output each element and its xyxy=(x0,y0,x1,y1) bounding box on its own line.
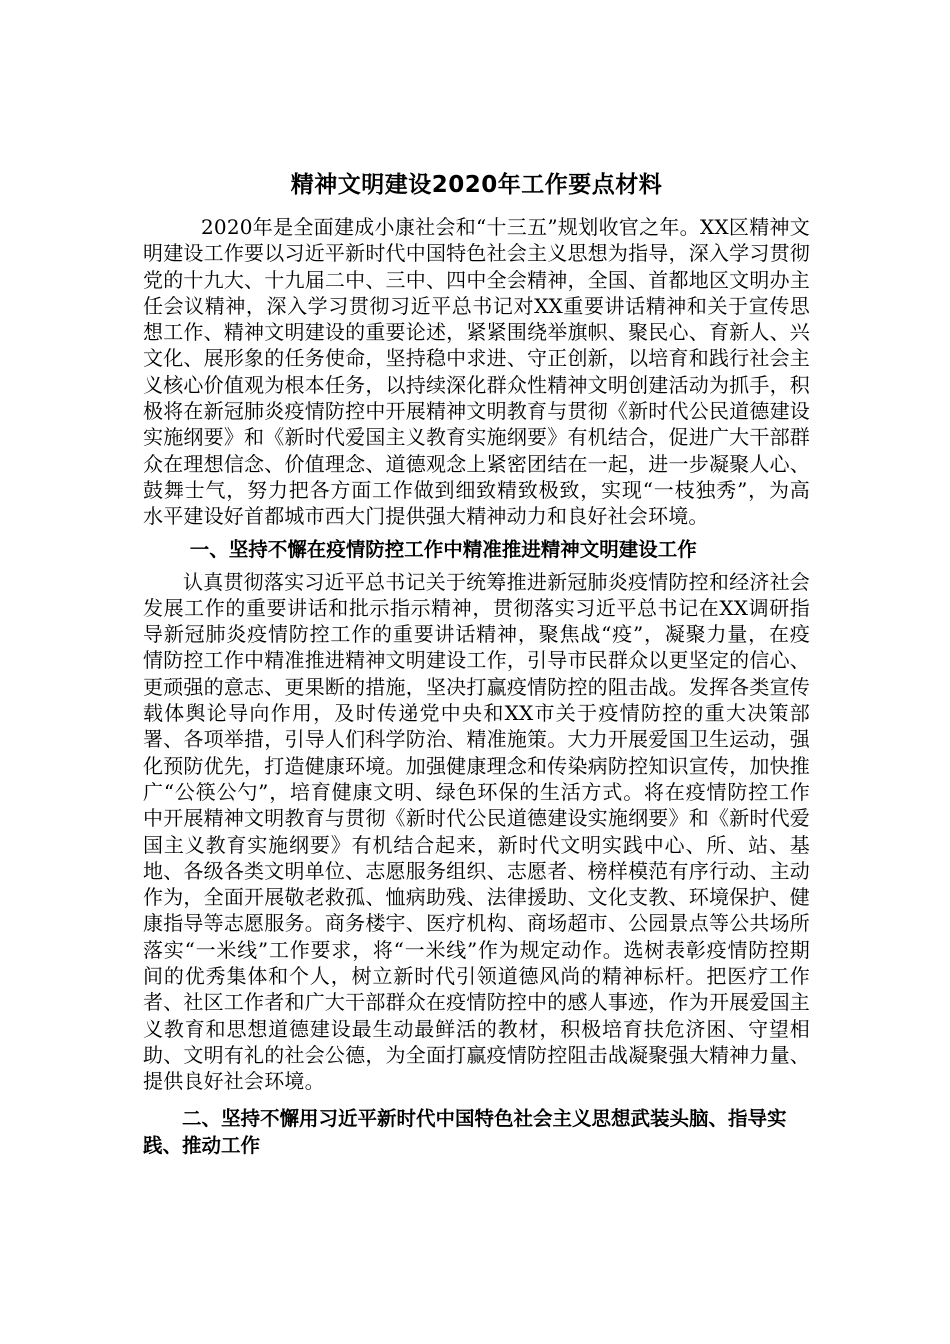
document-title: 精神文明建设2020年工作要点材料 xyxy=(290,172,663,198)
section-1-heading: 一、坚持不懈在疫情防控工作中精准推进精神文明建设工作 xyxy=(189,537,697,561)
section-2-heading: 二、坚持不懈用习近平新时代中国特色社会主义思想武装头脑、指导实践、推动工作 xyxy=(143,1106,787,1157)
intro-paragraph: 2020年是全面建成小康社会和“十三五”规划收官之年。XX区精神文明建设工作要以习近平新时代中国特色社会主义思想为指导，深入学习贯彻党的十九大、十九届二中、三中、四中全会精神，全国、首都地区文明办主任会议精神，深入学习贯彻习近平总书记对XX重要讲话精神和关于宣传思想工作、精神文明建设的重要论述，紧紧围绕举旗帜、聚民心、育新人、兴文化、展形象的任务使命，坚持稳中求进、守正创新，以培育和践行社会主义核心价值观为根本任务，以持续深化群众性精神文明创建活动为抓手，积极将在新冠肺炎疫情防控中开展精神文明教育与贯彻《新时代公民道德建设实施纲要》和《新时代爱国主义教育实施纲要》有机结合，促进广大干部群众在理想信念、价值理念、道德观念上紧密团结在一起，进一步凝聚人心、鼓舞士气，努力把各方面工作做到细致精致极致，实现“一枝独秀”，为高水平建设好首都城市西大门提供强大精神动力和良好社会环境。 xyxy=(143,215,810,529)
document-page xyxy=(143,168,810,1165)
section-1-paragraph: 认真贯彻落实习近平总书记关于统筹推进新冠肺炎疫情防控和经济社会发展工作的重要讲话和批示指示精神，贯彻落实习近平总书记在XX调研指导新冠肺炎疫情防控工作的重要讲话精神，聚焦战“疫”，凝聚力量，在疫情防控工作中精准推进精神文明建设工作，引导市民群众以更坚定的信心、更顽强的意志、更果断的措施，坚决打赢疫情防控的阻击战。发挥各类宣传载体舆论导向作用，及时传递党中央和XX市关于疫情防控的重大决策部署、各项举措，引导人们科学防治、精准施策。大力开展爱国卫生运动，强化预防优先，打造健康环境。加强健康理念和传染病防控知识宣传，加快推广“公筷公勺”，培育健康文明、绿色环保的生活方式。将在疫情防控工作中开展精神文明教育与贯彻《新时代公民道德建设实施纲要》和《新时代爱国主义教育实施纲要》有机结合起来，新时代文明实践中心、所、站、基地、各级各类文明单位、志愿服务组织、志愿者、榜样模范有序行动、主动作为，全面开展敬老救孤、恤病助残、法律援助、文化支教、环境保护、健康指导等志愿服务。商务楼宇、医疗机构、商场超市、公园景点等公共场所落实“一米线”工作要求，将“一米线”作为规定动作。选树表彰疫情防控期间的优秀集体和个人，树立新时代引领道德风尚的精神标杆。把医疗工作者、社区工作者和广大干部群众在疫情防控中的感人事迹，作为开展爱国主义教育和思想道德建设最生动最鲜活的教材，积极培育扶危济困、守望相助、文明有礼的社会公德，为全面打赢疫情防控阻击战凝聚强大精神力量、提供良好社会环境。 xyxy=(143,569,810,1094)
